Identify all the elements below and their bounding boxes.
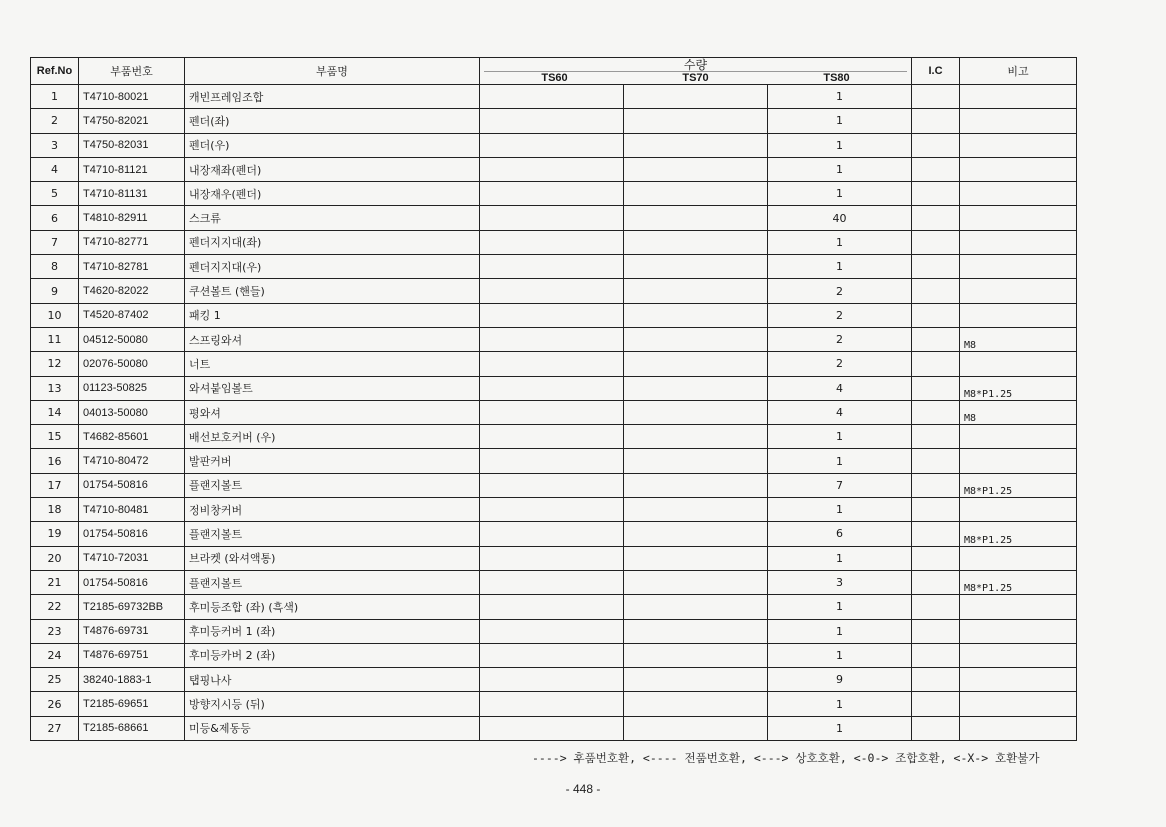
qty-ts70-cell: [624, 376, 768, 400]
table-row: [31, 619, 1077, 643]
ref-no-cell: 15: [31, 425, 79, 449]
table-row: [31, 570, 1077, 594]
part-number-cell: T4682-85601: [79, 425, 185, 449]
ref-no-cell: 11: [31, 327, 79, 351]
qty-ts80-cell: 4: [768, 376, 912, 400]
page-number: - 448 -: [565, 782, 601, 796]
ic-cell: [912, 303, 960, 327]
header-ic: I.C: [912, 58, 960, 85]
qty-ts70-cell: [624, 230, 768, 254]
qty-ts80-cell: 1: [768, 619, 912, 643]
table-row: [31, 716, 1077, 740]
ref-no-cell: 9: [31, 279, 79, 303]
qty-ts80-cell: 1: [768, 595, 912, 619]
part-number-cell: T4710-82781: [79, 255, 185, 279]
remark-cell: [960, 303, 1077, 327]
qty-ts60-cell: [480, 255, 624, 279]
ic-cell: [912, 279, 960, 303]
qty-ts70-cell: [624, 425, 768, 449]
table-row: [31, 352, 1077, 376]
qty-ts80-cell: 1: [768, 425, 912, 449]
part-number-cell: T4710-80021: [79, 85, 185, 109]
qty-ts70-cell: [624, 157, 768, 181]
qty-ts80-cell: 1: [768, 157, 912, 181]
part-number-cell: 01754-50816: [79, 522, 185, 546]
qty-ts80-cell: 40: [768, 206, 912, 230]
ref-no-cell: 19: [31, 522, 79, 546]
table-row: [31, 327, 1077, 351]
part-number-cell: T4810-82911: [79, 206, 185, 230]
qty-ts60-cell: [480, 109, 624, 133]
part-name-cell: 와셔붙임볼트: [185, 376, 480, 400]
header-quantity: [480, 58, 912, 85]
qty-ts60-cell: [480, 692, 624, 716]
qty-ts70-cell: [624, 449, 768, 473]
part-name-cell: 스프링와셔: [185, 327, 480, 351]
remark-cell: M8: [960, 327, 1077, 351]
ic-cell: [912, 255, 960, 279]
part-name-cell: 펜더지지대(우): [185, 255, 480, 279]
ref-no-cell: 22: [31, 595, 79, 619]
qty-ts60-cell: [480, 595, 624, 619]
part-number-cell: T4876-69731: [79, 619, 185, 643]
header-part-name: 부품명: [185, 58, 480, 85]
ic-cell: [912, 327, 960, 351]
remark-cell: M8: [960, 400, 1077, 424]
table-header: [31, 58, 1077, 85]
remark-cell: [960, 133, 1077, 157]
remark-cell: M8*P1.25: [960, 522, 1077, 546]
qty-ts80-cell: 1: [768, 230, 912, 254]
qty-ts70-cell: [624, 692, 768, 716]
ic-cell: [912, 668, 960, 692]
qty-ts60-cell: [480, 473, 624, 497]
qty-ts70-cell: [624, 498, 768, 522]
part-name-cell: 후미등조합 (좌) (흑색): [185, 595, 480, 619]
ref-no-cell: 10: [31, 303, 79, 327]
ic-cell: [912, 498, 960, 522]
qty-ts80-cell: 9: [768, 668, 912, 692]
remark-cell: [960, 85, 1077, 109]
qty-ts60-cell: [480, 425, 624, 449]
ref-no-cell: 7: [31, 230, 79, 254]
qty-ts60-cell: [480, 182, 624, 206]
qty-ts70-cell: [624, 109, 768, 133]
ref-no-cell: 20: [31, 546, 79, 570]
part-name-cell: 방향지시등 (뒤): [185, 692, 480, 716]
part-name-cell: 후미등커버 1 (좌): [185, 619, 480, 643]
header-part-number: 부품번호: [79, 58, 185, 85]
qty-ts60-cell: [480, 376, 624, 400]
part-name-cell: 스크류: [185, 206, 480, 230]
part-number-cell: 01754-50816: [79, 570, 185, 594]
part-number-cell: T4520-87402: [79, 303, 185, 327]
remark-cell: [960, 109, 1077, 133]
remark-cell: [960, 546, 1077, 570]
qty-ts80-cell: 1: [768, 449, 912, 473]
part-name-cell: 패킹 1: [185, 303, 480, 327]
remark-cell: [960, 643, 1077, 667]
qty-ts60-cell: [480, 303, 624, 327]
qty-ts80-cell: 6: [768, 522, 912, 546]
remark-cell: M8*P1.25: [960, 473, 1077, 497]
table-row: [31, 133, 1077, 157]
remark-cell: [960, 157, 1077, 181]
qty-ts80-cell: 1: [768, 109, 912, 133]
qty-ts60-cell: [480, 570, 624, 594]
qty-ts70-cell: [624, 522, 768, 546]
ic-cell: [912, 400, 960, 424]
qty-ts70-cell: [624, 643, 768, 667]
qty-ts60-cell: [480, 230, 624, 254]
ic-cell: [912, 425, 960, 449]
part-number-cell: T4710-81121: [79, 157, 185, 181]
table-row: [31, 109, 1077, 133]
ic-cell: [912, 619, 960, 643]
table-row: [31, 425, 1077, 449]
part-name-cell: 발판커버: [185, 449, 480, 473]
qty-ts60-cell: [480, 133, 624, 157]
qty-ts70-cell: [624, 352, 768, 376]
qty-ts60-cell: [480, 619, 624, 643]
qty-ts80-cell: 1: [768, 643, 912, 667]
part-number-cell: T4710-81131: [79, 182, 185, 206]
qty-ts80-cell: 2: [768, 303, 912, 327]
remark-cell: [960, 230, 1077, 254]
table-row: [31, 255, 1077, 279]
qty-ts60-cell: [480, 716, 624, 740]
ic-cell: [912, 546, 960, 570]
remark-cell: [960, 692, 1077, 716]
table-body: [31, 85, 1077, 741]
ref-no-cell: 26: [31, 692, 79, 716]
qty-ts60-cell: [480, 668, 624, 692]
ic-cell: [912, 230, 960, 254]
remark-cell: [960, 595, 1077, 619]
part-number-cell: T2185-68661: [79, 716, 185, 740]
remark-cell: M8*P1.25: [960, 570, 1077, 594]
qty-ts70-cell: [624, 595, 768, 619]
qty-ts80-cell: 1: [768, 85, 912, 109]
ic-cell: [912, 206, 960, 230]
ref-no-cell: 6: [31, 206, 79, 230]
qty-ts80-cell: 2: [768, 279, 912, 303]
part-number-cell: 02076-50080: [79, 352, 185, 376]
part-name-cell: 펜더(우): [185, 133, 480, 157]
ic-cell: [912, 376, 960, 400]
part-number-cell: T4710-80481: [79, 498, 185, 522]
ic-cell: [912, 449, 960, 473]
table-row: [31, 668, 1077, 692]
remark-cell: [960, 716, 1077, 740]
part-number-cell: T4876-69751: [79, 643, 185, 667]
qty-ts70-cell: [624, 668, 768, 692]
qty-ts80-cell: 1: [768, 546, 912, 570]
ref-no-cell: 21: [31, 570, 79, 594]
part-name-cell: 브라켓 (와셔액통): [185, 546, 480, 570]
qty-ts60-cell: [480, 85, 624, 109]
part-name-cell: 평와셔: [185, 400, 480, 424]
qty-ts70-cell: [624, 85, 768, 109]
part-name-cell: 정비창커버: [185, 498, 480, 522]
part-number-cell: T4710-80472: [79, 449, 185, 473]
ref-no-cell: 2: [31, 109, 79, 133]
part-name-cell: 플랜지볼트: [185, 473, 480, 497]
part-number-cell: T4710-82771: [79, 230, 185, 254]
header-model-ts80: TS80: [766, 71, 907, 84]
part-name-cell: 내장재우(펜더): [185, 182, 480, 206]
remark-cell: [960, 449, 1077, 473]
remark-cell: [960, 182, 1077, 206]
ref-no-cell: 14: [31, 400, 79, 424]
remark-cell: [960, 206, 1077, 230]
interchange-legend: ----> 후품번호환, <---- 전품번호환, <---> 상호호환, <-0-> 조합호환, <-X-> 호환불가: [532, 751, 1040, 765]
part-name-cell: 탭핑나사: [185, 668, 480, 692]
part-name-cell: 플랜지볼트: [185, 522, 480, 546]
part-number-cell: 04013-50080: [79, 400, 185, 424]
ic-cell: [912, 643, 960, 667]
table-row: [31, 473, 1077, 497]
table-row: [31, 498, 1077, 522]
ic-cell: [912, 473, 960, 497]
qty-ts60-cell: [480, 352, 624, 376]
qty-ts70-cell: [624, 303, 768, 327]
ref-no-cell: 27: [31, 716, 79, 740]
qty-ts80-cell: 7: [768, 473, 912, 497]
ref-no-cell: 16: [31, 449, 79, 473]
table-row: [31, 643, 1077, 667]
qty-ts60-cell: [480, 327, 624, 351]
part-number-cell: 01754-50816: [79, 473, 185, 497]
part-number-cell: T4750-82021: [79, 109, 185, 133]
table-row: [31, 595, 1077, 619]
qty-ts70-cell: [624, 570, 768, 594]
ref-no-cell: 17: [31, 473, 79, 497]
ic-cell: [912, 157, 960, 181]
table-row: [31, 303, 1077, 327]
table-row: [31, 546, 1077, 570]
part-name-cell: 내장재좌(펜더): [185, 157, 480, 181]
qty-ts70-cell: [624, 546, 768, 570]
part-name-cell: 후미등카버 2 (좌): [185, 643, 480, 667]
qty-ts60-cell: [480, 400, 624, 424]
header-ref-no: Ref.No: [31, 58, 79, 85]
qty-ts70-cell: [624, 279, 768, 303]
qty-ts70-cell: [624, 182, 768, 206]
header-quantity-label: 수량: [683, 57, 708, 72]
ref-no-cell: 13: [31, 376, 79, 400]
qty-ts70-cell: [624, 619, 768, 643]
part-number-cell: T2185-69732BB: [79, 595, 185, 619]
qty-ts60-cell: [480, 498, 624, 522]
part-number-cell: 01123-50825: [79, 376, 185, 400]
ref-no-cell: 24: [31, 643, 79, 667]
qty-ts80-cell: 1: [768, 498, 912, 522]
qty-ts80-cell: 1: [768, 182, 912, 206]
qty-ts70-cell: [624, 255, 768, 279]
qty-ts80-cell: 4: [768, 400, 912, 424]
ic-cell: [912, 109, 960, 133]
remark-cell: [960, 668, 1077, 692]
part-name-cell: 쿠션볼트 (핸들): [185, 279, 480, 303]
remark-cell: [960, 352, 1077, 376]
ic-cell: [912, 570, 960, 594]
qty-ts80-cell: 2: [768, 327, 912, 351]
ref-no-cell: 23: [31, 619, 79, 643]
ref-no-cell: 3: [31, 133, 79, 157]
remark-cell: [960, 619, 1077, 643]
ref-no-cell: 18: [31, 498, 79, 522]
qty-ts60-cell: [480, 643, 624, 667]
table-row: [31, 182, 1077, 206]
qty-ts60-cell: [480, 546, 624, 570]
header-model-ts70: TS70: [625, 71, 766, 84]
table-row: [31, 85, 1077, 109]
part-number-cell: 04512-50080: [79, 327, 185, 351]
ref-no-cell: 25: [31, 668, 79, 692]
header-model-ts60: TS60: [484, 71, 625, 84]
header-remark: 비고: [960, 58, 1077, 85]
table-row: [31, 279, 1077, 303]
part-name-cell: 펜더지지대(좌): [185, 230, 480, 254]
remark-cell: M8*P1.25: [960, 376, 1077, 400]
part-name-cell: 펜더(좌): [185, 109, 480, 133]
part-number-cell: T4620-82022: [79, 279, 185, 303]
remark-cell: [960, 498, 1077, 522]
remark-cell: [960, 279, 1077, 303]
table-row: [31, 522, 1077, 546]
part-name-cell: 너트: [185, 352, 480, 376]
qty-ts70-cell: [624, 400, 768, 424]
ref-no-cell: 1: [31, 85, 79, 109]
part-number-cell: 38240-1883-1: [79, 668, 185, 692]
table-row: [31, 449, 1077, 473]
part-number-cell: T2185-69651: [79, 692, 185, 716]
table-row: [31, 157, 1077, 181]
qty-ts70-cell: [624, 473, 768, 497]
ic-cell: [912, 692, 960, 716]
ref-no-cell: 5: [31, 182, 79, 206]
ic-cell: [912, 522, 960, 546]
table-row: [31, 230, 1077, 254]
table-row: [31, 376, 1077, 400]
ic-cell: [912, 595, 960, 619]
part-name-cell: 캐빈프레임조합: [185, 85, 480, 109]
ref-no-cell: 12: [31, 352, 79, 376]
qty-ts70-cell: [624, 133, 768, 157]
part-name-cell: 플랜지볼트: [185, 570, 480, 594]
remark-cell: [960, 425, 1077, 449]
ref-no-cell: 4: [31, 157, 79, 181]
part-number-cell: T4710-72031: [79, 546, 185, 570]
table-row: [31, 692, 1077, 716]
qty-ts80-cell: 3: [768, 570, 912, 594]
remark-cell: [960, 255, 1077, 279]
header-model-row: [484, 71, 907, 84]
part-name-cell: 배선보호커버 (우): [185, 425, 480, 449]
ic-cell: [912, 352, 960, 376]
ic-cell: [912, 85, 960, 109]
qty-ts80-cell: 1: [768, 133, 912, 157]
qty-ts80-cell: 1: [768, 716, 912, 740]
table-row: [31, 400, 1077, 424]
table-row: [31, 206, 1077, 230]
ref-no-cell: 8: [31, 255, 79, 279]
qty-ts60-cell: [480, 206, 624, 230]
part-name-cell: 미등&제동등: [185, 716, 480, 740]
qty-ts80-cell: 1: [768, 255, 912, 279]
qty-ts60-cell: [480, 522, 624, 546]
ic-cell: [912, 133, 960, 157]
qty-ts60-cell: [480, 157, 624, 181]
qty-ts70-cell: [624, 716, 768, 740]
ic-cell: [912, 182, 960, 206]
part-number-cell: T4750-82031: [79, 133, 185, 157]
qty-ts60-cell: [480, 279, 624, 303]
parts-table: [30, 57, 1077, 741]
qty-ts70-cell: [624, 327, 768, 351]
qty-ts80-cell: 1: [768, 692, 912, 716]
ic-cell: [912, 716, 960, 740]
qty-ts70-cell: [624, 206, 768, 230]
qty-ts80-cell: 2: [768, 352, 912, 376]
qty-ts60-cell: [480, 449, 624, 473]
